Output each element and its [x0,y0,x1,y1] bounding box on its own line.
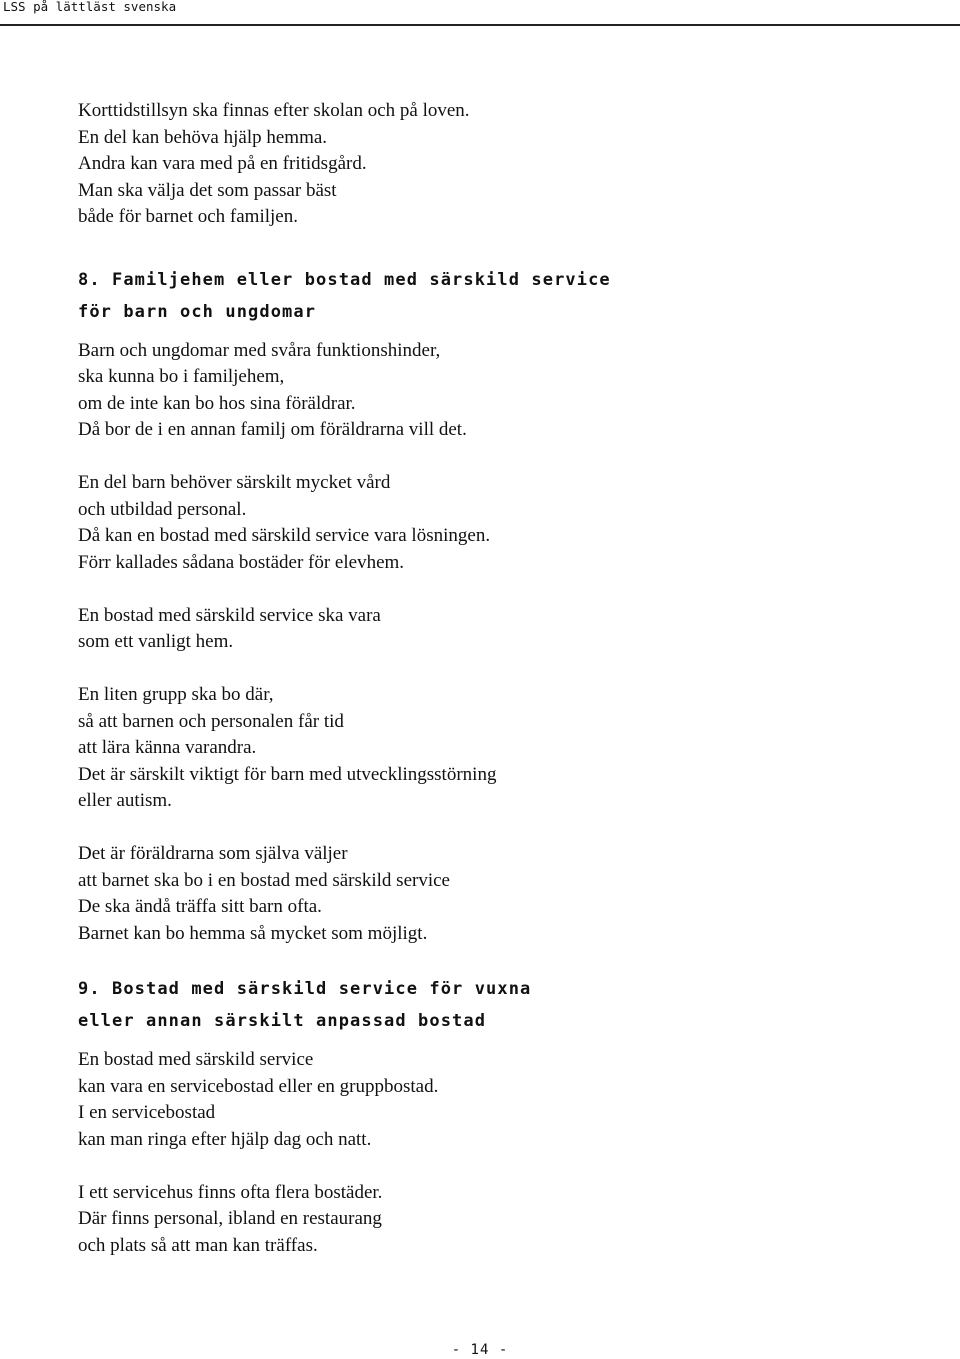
paragraph-parents-choose [78,841,898,947]
paragraph-small-group [78,682,898,815]
paragraph-short-term-care [78,98,898,231]
heading-line: 8. Familjehem eller bostad med särskild service [78,269,611,290]
text-line: Korttidstillsyn ska finnas efter skolan och på loven. [78,100,470,121]
section-heading-9 [78,973,898,1037]
text-line: om de inte kan bo hos sina föräldrar. [78,392,356,414]
text-line: ska kunna bo i familjehem, [78,366,285,387]
text-line: En bostad med särskild service [78,1049,314,1070]
text-line: Det är föräldrarna som själva väljer [78,843,348,864]
text-line: så att barnen och personalen får tid [78,710,344,732]
paragraph-ordinary-home [78,603,898,656]
text-line: kan vara en servicebostad eller en gruppbostad. [78,1075,439,1097]
text-line: En del barn behöver särskilt mycket vård [78,472,391,493]
paragraph-service-housing [78,1047,898,1153]
text-line: Barn och ungdomar med svåra funktionshinder, [78,339,441,361]
section-heading-8 [78,264,898,328]
text-line: eller autism. [78,790,172,811]
text-line: att barnet ska bo i en bostad med särskild service [78,869,450,891]
text-line: Där finns personal, ibland en restaurang [78,1208,382,1229]
text-line: Förr kallades sådana bostäder för elevhem. [78,551,405,573]
paragraph-service-house [78,1180,898,1260]
heading-line: eller annan särskilt anpassad bostad [78,1011,487,1031]
paragraph-foster-homes [78,338,898,444]
running-header-title: LSS på lättläst svenska [3,0,177,14]
text-line: att lära känna varandra. [78,737,257,758]
text-line: I ett servicehus finns ofta flera bostäder. [78,1181,383,1203]
text-line: Barnet kan bo hemma så mycket som möjligt. [78,922,428,944]
running-header [0,0,960,26]
page-number: - 14 - [451,1342,509,1358]
heading-line: 9. Bostad med särskild service för vuxna [78,979,532,999]
text-line: som ett vanligt hem. [78,631,234,652]
text-line: och plats så att man kan träffas. [78,1234,318,1256]
text-line: En bostad med särskild service ska vara [78,604,381,626]
heading-line: för barn och ungdomar [78,301,317,322]
text-line: I en servicebostad [78,1102,216,1123]
text-line: Det är särskilt viktigt för barn med utvecklingsstörning [78,763,497,785]
page-content [78,98,898,1259]
text-line: och utbildad personal. [78,498,247,520]
text-line: De ska ändå träffa sitt barn ofta. [78,896,322,917]
text-line: kan man ringa efter hjälp dag och natt. [78,1128,372,1150]
text-line: både för barnet och familjen. [78,206,298,227]
paragraph-care-needs [78,470,898,576]
text-line: Andra kan vara med på en fritidsgård. [78,153,367,174]
text-line: En liten grupp ska bo där, [78,684,274,705]
text-line: Då kan en bostad med särskild service vara lösningen. [78,525,491,546]
text-line: Då bor de i en annan familj om föräldrarna vill det. [78,419,467,440]
text-line: En del kan behöva hjälp hemma. [78,126,328,148]
text-line: Man ska välja det som passar bäst [78,179,337,201]
